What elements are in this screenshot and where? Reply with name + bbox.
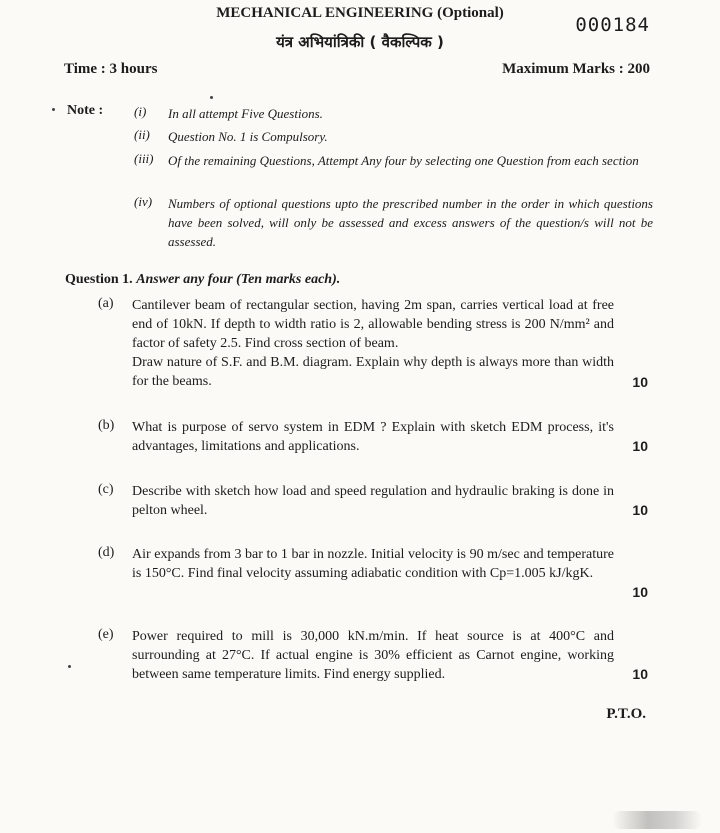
note-item: [134, 194, 653, 251]
part-text: Air expands from 3 bar to 1 bar in nozzle. Initial velocity is 90 m/sec and temperature is 150°C. Find final velocity assuming adiabatic condition with Cp=1.005 kJ/kgK.: [132, 547, 614, 581]
page-subtitle-hindi: यंत्र अभियांत्रिकी ( वैकल्पिक ): [276, 33, 444, 51]
note-item-text: Question No. 1 is Compulsory.: [168, 129, 328, 144]
scan-speck: [210, 96, 213, 99]
part-text-paragraph: Cantilever beam of rectangular section, having 2m span, carries vertical load at free end of 10kN. If depth to width ratio is 2, allowable bending stress is 200 N/mm² and factor of safety 2.5. Find cross section of beam.: [132, 298, 614, 351]
note-item-text: Of the remaining Questions, Attempt Any four by selecting one Question from each section: [168, 153, 639, 168]
note-item-number: (ii): [134, 127, 150, 142]
note-item: [134, 127, 653, 146]
question-instruction: Answer any four (Ten marks each).: [136, 272, 341, 287]
note-item: [134, 104, 653, 123]
question-part-a: [98, 296, 658, 396]
part-label: (a): [98, 296, 114, 311]
question-part-d: [98, 545, 658, 605]
note-item: [134, 151, 653, 170]
part-label: (b): [98, 418, 115, 433]
please-turn-over: P.T.O.: [606, 706, 646, 722]
part-marks: 10: [632, 584, 648, 600]
part-label: (e): [98, 627, 114, 642]
part-marks: 10: [632, 502, 648, 518]
part-label: (c): [98, 482, 114, 497]
part-text: Describe with sketch how load and speed regulation and hydraulic braking is done in pelton wheel.: [132, 484, 614, 518]
note-item-number: (i): [134, 104, 147, 119]
part-marks: 10: [632, 374, 648, 390]
part-marks: 10: [632, 438, 648, 454]
part-text-paragraph: Draw nature of S.F. and B.M. diagram. Explain why depth is always more than width for the beams.: [132, 355, 614, 389]
note-item-text: Numbers of optional questions upto the prescribed number in the order in which questions have been solved, will only be assessed and excess answers of the question/s will not be assessed.: [168, 196, 653, 249]
question-part-c: [98, 482, 658, 522]
part-marks: 10: [632, 666, 648, 682]
question-label: Question 1.: [65, 272, 133, 287]
note-label: Note :: [67, 103, 104, 118]
part-text: [132, 296, 614, 391]
scan-speck: [68, 665, 71, 668]
note-item-number: (iii): [134, 151, 154, 166]
question-heading: [65, 272, 340, 288]
part-text: What is purpose of servo system in EDM ? Explain with sketch EDM process, it's advantages, limitations and applications.: [132, 420, 614, 454]
scan-smudge: [612, 811, 702, 829]
page-title: MECHANICAL ENGINEERING (Optional): [216, 5, 504, 21]
question-part-b: [98, 418, 658, 458]
part-text: Power required to mill is 30,000 kN.m/min. If heat source is at 400°C and surrounding at 27°C. If actual engine is 30% efficient as Carnot engine, working between same temperature limits. Find energy supplied.: [132, 629, 614, 682]
scan-speck: [52, 108, 55, 111]
maximum-marks: Maximum Marks : 200: [502, 61, 650, 77]
note-item-text: In all attempt Five Questions.: [168, 106, 323, 121]
paper-code: 000184: [575, 14, 650, 36]
question-part-e: [98, 627, 658, 687]
note-item-number: (iv): [134, 194, 153, 209]
part-label: (d): [98, 545, 115, 560]
time-allowed: Time : 3 hours: [64, 61, 158, 77]
